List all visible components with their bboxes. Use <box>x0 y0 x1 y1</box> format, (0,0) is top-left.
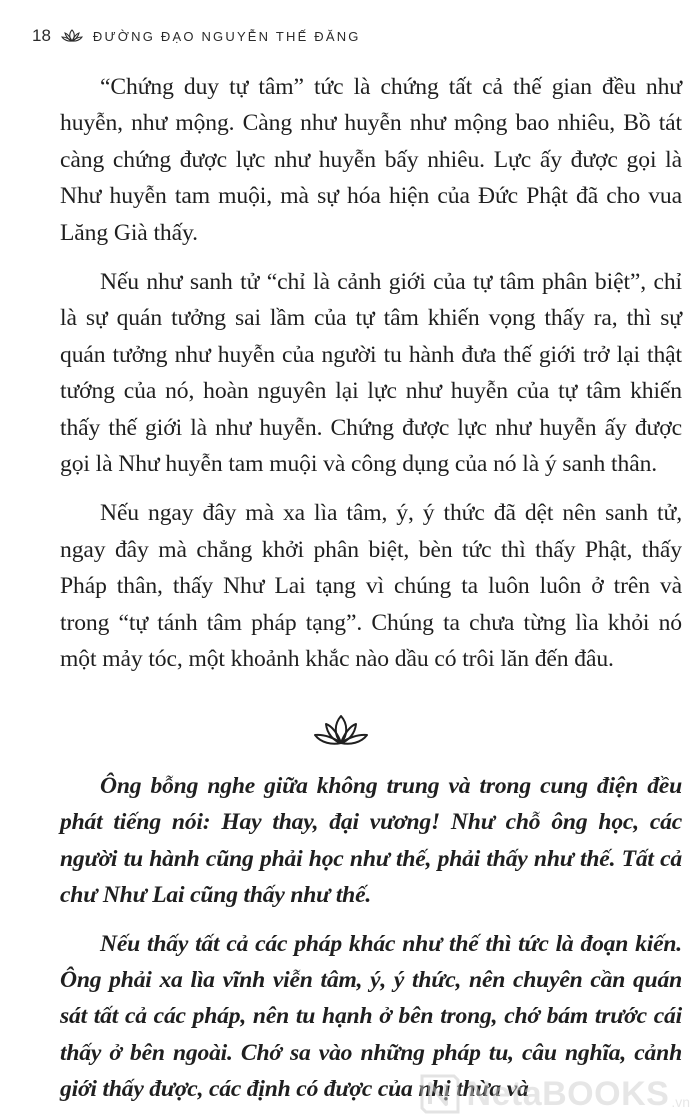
running-header <box>32 22 361 50</box>
page-number: 18 <box>32 26 51 45</box>
watermark <box>416 1070 690 1118</box>
quote-paragraph: Nếu thấy tất cả các pháp khác như thế thì tức là đoạn kiến. Ông phải xa lìa vĩnh viễn tâm, ý, ý thức, nên chuyên cần quán sát tất cả các pháp, nên tu hạnh ở bên trong, chớ bám trước cái thấy ở bên ngoài. Chớ sa vào những pháp tu, câu nghĩa, cảnh giới thấy được, các định có được của nhị thừa và <box>60 930 682 1103</box>
quoted-text <box>60 768 682 1120</box>
watermark-tld: .vn <box>671 1094 690 1110</box>
running-title: ĐƯỜNG ĐẠO NGUYỄN THẾ ĐĂNG <box>92 28 361 44</box>
main-text <box>60 69 682 691</box>
quote-paragraph: Ông bỗng nghe giữa không trung và trong cung điện đều phát tiếng nói: Hay thay, đại vương! Như chỗ ông học, các người tu hành cũng phải học như thế, phải thấy như thế. Tất cả chư Như Lai cũng thấy như thế. <box>60 773 682 909</box>
lotus-icon <box>61 29 83 43</box>
paragraph: “Chứng duy tự tâm” tức là chứng tất cả thế gian đều như huyễn, như mộng. Càng như huyễn như mộng bao nhiêu, Bồ tát càng chứng được lực như huyễn bấy nhiêu. Lực ấy được gọi là Như huyễn tam muội, mà sự hóa hiện của Đức Phật đã cho vua Lăng Già thấy. <box>60 74 682 246</box>
paragraph: Nếu ngay đây mà xa lìa tâm, ý, ý thức đã dệt nên sanh tử, ngay đây mà chẳng khởi phân biệt, bèn tức thì thấy Phật, thấy Pháp thân, thấy Như Lai tạng vì chúng ta luôn luôn ở trên và trong “tự tánh tâm pháp tạng”. Chúng ta chưa từng lìa khỏi nó một mảy tóc, một khoảnh khắc nào dầu có trôi lăn đến đâu. <box>60 500 682 673</box>
paragraph: Nếu như sanh tử “chỉ là cảnh giới của tự tâm phân biệt”, chỉ là sự quán tưởng sai lầm của tự tâm khiến vọng thấy ra, thì sự quán tưởng như huyễn của người tu hành đưa thế giới trở lại thật tướng của nó, hoàn nguyên lại lực như huyễn của tự tâm khiến thấy thế giới là như huyễn. Chứng được lực như huyễn ấy được gọi là Như huyễn tam muội và công dụng của nó là ý sanh thân. <box>60 269 682 478</box>
watermark-brand: NetaBOOKS <box>466 1074 670 1113</box>
lotus-divider-icon <box>313 713 369 749</box>
netabooks-logo-icon <box>416 1072 460 1116</box>
